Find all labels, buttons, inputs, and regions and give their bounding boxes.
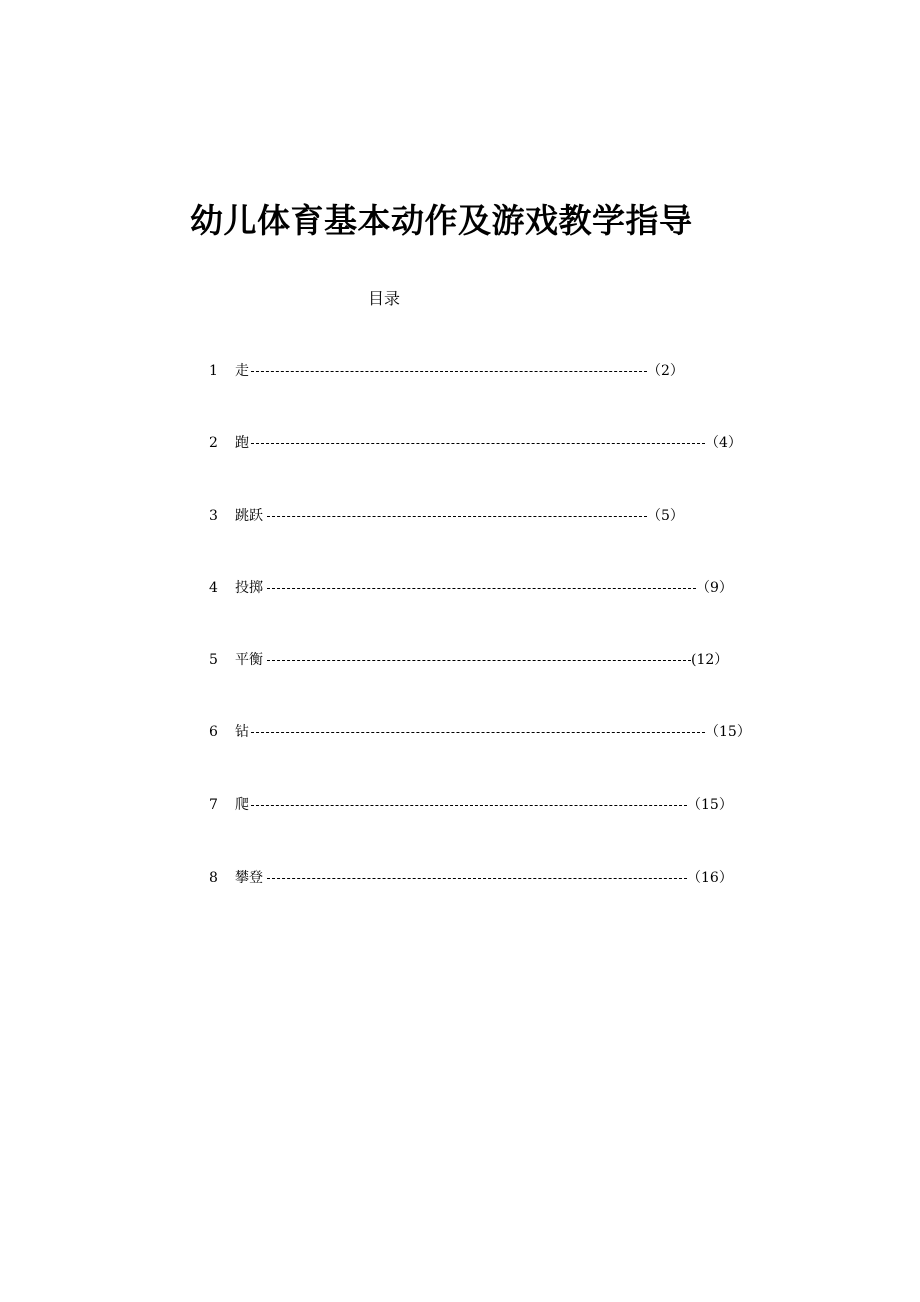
toc-leader-line — [267, 516, 647, 517]
toc-entry-page: (12） — [691, 652, 729, 668]
toc-entry-page: （15） — [705, 724, 751, 740]
toc-entry-page: （2） — [647, 363, 684, 379]
toc-leader-line — [267, 660, 691, 661]
toc-entry-number: 5 — [209, 652, 218, 668]
toc-entry-number: 4 — [209, 580, 218, 596]
toc-entry-page: （16） — [687, 870, 733, 886]
toc-entry-number: 2 — [209, 435, 218, 451]
toc-entry-number: 8 — [209, 870, 218, 886]
toc-entry-page: （9） — [696, 580, 733, 596]
toc-entry-number: 6 — [209, 724, 218, 740]
toc-entry-page: （15） — [687, 797, 733, 813]
toc-leader-line — [251, 371, 647, 372]
toc-entry-label: 走 — [235, 363, 249, 379]
toc-leader-line — [267, 878, 687, 879]
toc-entry-page: （5） — [647, 508, 684, 524]
toc-entry-number: 7 — [209, 797, 218, 813]
toc-entry-label: 跑 — [235, 435, 249, 451]
toc-entry-label: 攀登 — [235, 870, 263, 886]
toc-leader-line — [251, 732, 705, 733]
toc-entry-label: 投掷 — [235, 580, 263, 596]
toc-leader-line — [267, 588, 696, 589]
toc-entry-number: 3 — [209, 508, 218, 524]
toc-entry-label: 钻 — [235, 724, 249, 740]
toc-entry-label: 平衡 — [235, 652, 263, 668]
toc-entry-label: 爬 — [235, 797, 249, 813]
toc-entry-number: 1 — [209, 363, 218, 379]
toc-entry-label: 跳跃 — [235, 508, 263, 524]
toc-entry-page: （4） — [705, 435, 742, 451]
toc-heading: 目录 — [368, 289, 401, 308]
toc-leader-line — [251, 805, 687, 806]
document-title: 幼儿体育基本动作及游戏教学指导 — [190, 201, 693, 240]
toc-leader-line — [251, 443, 705, 444]
